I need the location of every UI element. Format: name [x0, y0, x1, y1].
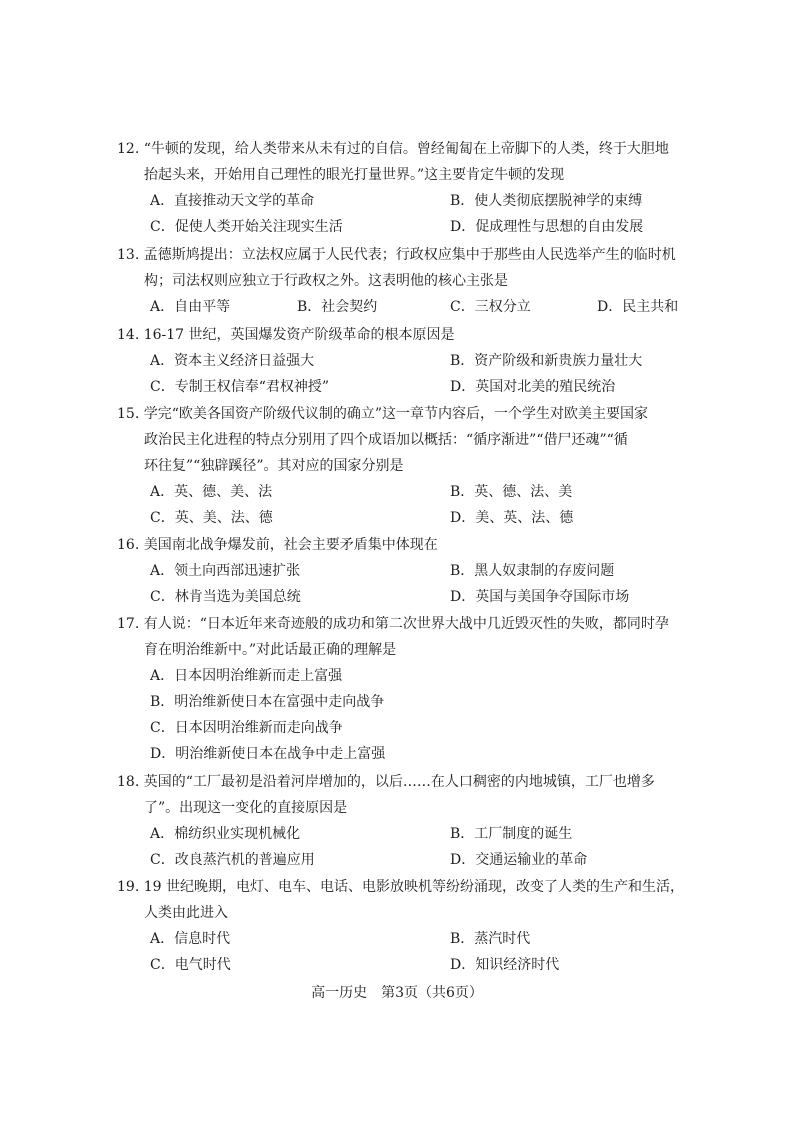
question-19: [117, 874, 717, 978]
option-row: [117, 214, 717, 240]
option-a: A．英、德、美、法: [150, 484, 273, 500]
question-text: 抬起头来，开始用自己理性的眼光打量世界。”这主要肯定牛顿的发现: [144, 167, 565, 183]
option-c: C．促使人类开始关注现实生活: [150, 219, 343, 235]
question-text: 15. 学完“欧美各国资产阶级代议制的确立”这一章节内容后，一个学生对欧美主要国家: [117, 406, 649, 422]
question-text: 13. 孟德斯鸠提出：立法权应属于人民代表；行政权应集中于那些由人民选举产生的临时机: [117, 247, 676, 263]
option-d: D．英国与美国争夺国际市场: [450, 589, 630, 605]
question-text: 构；司法权则应独立于行政权之外。这表明他的核心主张是: [144, 273, 508, 289]
option-a: A．直接推动天文学的革命: [150, 193, 315, 209]
question-text: 16. 美国南北战争爆发前，社会主要矛盾集中体现在: [117, 537, 438, 553]
option-a: A．日本因明治维新而走上富强: [150, 668, 343, 684]
option-row: [117, 558, 717, 584]
option-b: B．黑人奴隶制的存废问题: [450, 563, 615, 579]
option-row: [117, 479, 717, 505]
question-text: 12. “牛顿的发现，给人类带来从未有过的自信。曾经匍匐在上帝脚下的人类，终于大胆地: [117, 141, 669, 157]
option-c: C．电气时代: [150, 957, 231, 973]
question-text: 政治民主化进程的特点分别用了四个成语加以概括：“循序渐进”“借尸还魂”“循: [144, 432, 628, 448]
option-d: D．明治维新使日本在战争中走上富强: [150, 746, 386, 762]
option-d: D．民主共和: [597, 299, 679, 315]
question-14: [117, 322, 717, 400]
question-13: [117, 242, 717, 320]
option-c: C．日本因明治维新而走向战争: [150, 720, 343, 736]
option-row: [117, 505, 717, 531]
question-text: 了”。出现这一变化的直接原因是: [144, 800, 348, 816]
option-b: B．蒸汽时代: [450, 931, 531, 947]
option-a: A．棉纺织业实现机械化: [150, 826, 301, 842]
page-footer: 高一历史 第3页（共6页）: [311, 985, 483, 1001]
option-d: D．促成理性与思想的自由发展: [450, 219, 644, 235]
question-12: [117, 136, 717, 240]
question-text: 环往复”“独辟蹊径”。其对应的国家分别是: [144, 458, 404, 474]
question-16: [117, 532, 717, 610]
option-row: [117, 847, 717, 873]
option-b: B．使人类彻底摆脱神学的束缚: [450, 193, 643, 209]
question-15: [117, 401, 717, 531]
option-c: C．林肯当选为美国总统: [150, 589, 301, 605]
option-b: B．工厂制度的诞生: [450, 826, 573, 842]
option-row: [117, 348, 717, 374]
question-text: 17. 有人说：“日本近年来奇迹般的成功和第二次世界大战中几近毁灭性的失败，都同时孕: [117, 616, 669, 632]
option-c: C．英、美、法、德: [150, 510, 273, 526]
option-b: B．明治维新使日本在富强中走向战争: [150, 694, 385, 710]
option-row: [117, 952, 717, 978]
option-d: D．知识经济时代: [450, 957, 560, 973]
option-a: A．领土向西部迅速扩张: [150, 563, 301, 579]
option-d: D．英国对北美的殖民统治: [450, 379, 616, 395]
option-a: A．资本主义经济日益强大: [150, 353, 315, 369]
question-18: [117, 769, 717, 873]
option-row: [117, 584, 717, 610]
option-c: C．三权分立: [450, 299, 531, 315]
question-17: [117, 611, 717, 767]
option-a: A．信息时代: [150, 931, 231, 947]
question-text: 14. 16-17 世纪，英国爆发资产阶级革命的根本原因是: [117, 327, 455, 343]
option-row: [117, 294, 717, 320]
option-row: [117, 821, 717, 847]
question-text: 人类由此进入: [144, 905, 228, 921]
option-c: C．专制王权信奉“君权神授”: [150, 379, 330, 395]
option-row: [117, 374, 717, 400]
question-text: 18. 英国的“工厂最初是沿着河岸增加的，以后……在人口稠密的内地城镇，工厂也增多: [117, 774, 655, 790]
option-d: D．美、英、法、德: [450, 510, 574, 526]
question-text: 19. 19 世纪晚期，电灯、电车、电话、电影放映机等纷纷涌现，改变了人类的生产和生活，: [117, 879, 684, 895]
option-a: A．自由平等: [150, 299, 231, 315]
option-b: B．社会契约: [297, 299, 378, 315]
option-b: B．英、德、法、美: [450, 484, 573, 500]
option-b: B．资产阶级和新贵族力量壮大: [450, 353, 643, 369]
option-d: D．交通运输业的革命: [450, 852, 588, 868]
option-c: C．改良蒸汽机的普遍应用: [150, 852, 315, 868]
question-text: 育在明治维新中。”对此话最正确的理解是: [144, 642, 397, 658]
option-row: [117, 926, 717, 952]
option-row: [117, 188, 717, 214]
